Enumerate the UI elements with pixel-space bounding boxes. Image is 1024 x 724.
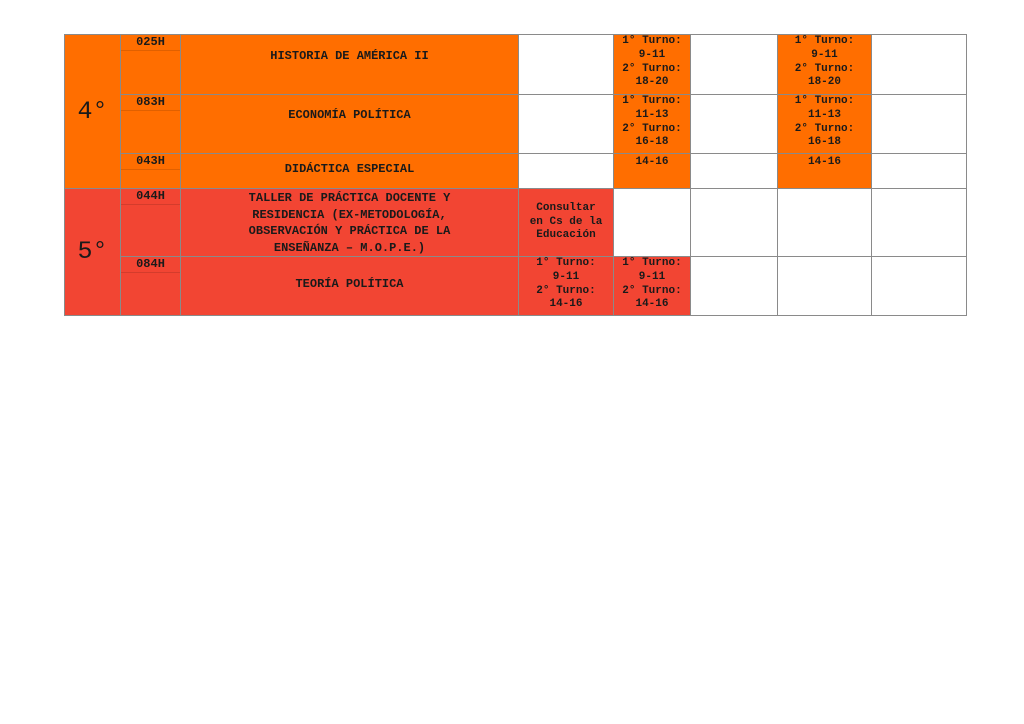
subject-code: 083H [121, 95, 181, 154]
schedule-cell-empty [691, 257, 778, 316]
subject-code: 044H [121, 189, 181, 257]
schedule-cell-empty [614, 189, 691, 257]
subject-name: TEORÍA POLÍTICA [181, 257, 519, 316]
year-5-cell: 5° [65, 189, 121, 316]
schedule-cell-empty [519, 95, 614, 154]
schedule-cell-empty [872, 189, 967, 257]
subject-name: HISTORIA DE AMÉRICA II [181, 35, 519, 95]
schedule-cell: 1° Turno: 11-13 2° Turno: 16-18 [778, 95, 872, 154]
schedule-cell-empty [691, 35, 778, 95]
schedule-cell-empty [778, 189, 872, 257]
schedule-cell: 14-16 [614, 154, 691, 189]
schedule-cell: 1° Turno: 9-11 2° Turno: 18-20 [614, 35, 691, 95]
schedule-cell: Consultar en Cs de la Educación [519, 189, 614, 257]
subject-code: 043H [121, 154, 181, 189]
table-row [65, 95, 967, 154]
schedule-cell-empty [691, 154, 778, 189]
subject-code: 084H [121, 257, 181, 316]
schedule-cell: 14-16 [778, 154, 872, 189]
schedule-cell-empty [691, 95, 778, 154]
schedule-cell: 1° Turno: 9-11 2° Turno: 14-16 [614, 257, 691, 316]
table-row [65, 257, 967, 316]
schedule-cell-empty [691, 189, 778, 257]
schedule-cell-empty [519, 35, 614, 95]
year-4-cell: 4° [65, 35, 121, 189]
table-row [65, 35, 967, 95]
schedule-cell-empty [872, 154, 967, 189]
schedule-cell: 1° Turno: 9-11 2° Turno: 18-20 [778, 35, 872, 95]
subject-code: 025H [121, 35, 181, 95]
schedule-cell: 1° Turno: 11-13 2° Turno: 16-18 [614, 95, 691, 154]
table-row [65, 154, 967, 189]
schedule-cell-empty [872, 35, 967, 95]
subject-name: TALLER DE PRÁCTICA DOCENTE Y RESIDENCIA (EX-METODOLOGÍA, OBSERVACIÓN Y PRÁCTICA DE LA ENSEÑANZA – M.O.P.E.) [181, 189, 519, 257]
schedule-cell-empty [872, 257, 967, 316]
schedule-cell-empty [519, 154, 614, 189]
schedule-cell: 1° Turno: 9-11 2° Turno: 14-16 [519, 257, 614, 316]
table-row [65, 189, 967, 257]
schedule-cell-empty [872, 95, 967, 154]
subject-name: ECONOMÍA POLÍTICA [181, 95, 519, 154]
schedule-cell-empty [778, 257, 872, 316]
schedule-table [64, 34, 967, 316]
subject-name: DIDÁCTICA ESPECIAL [181, 154, 519, 189]
